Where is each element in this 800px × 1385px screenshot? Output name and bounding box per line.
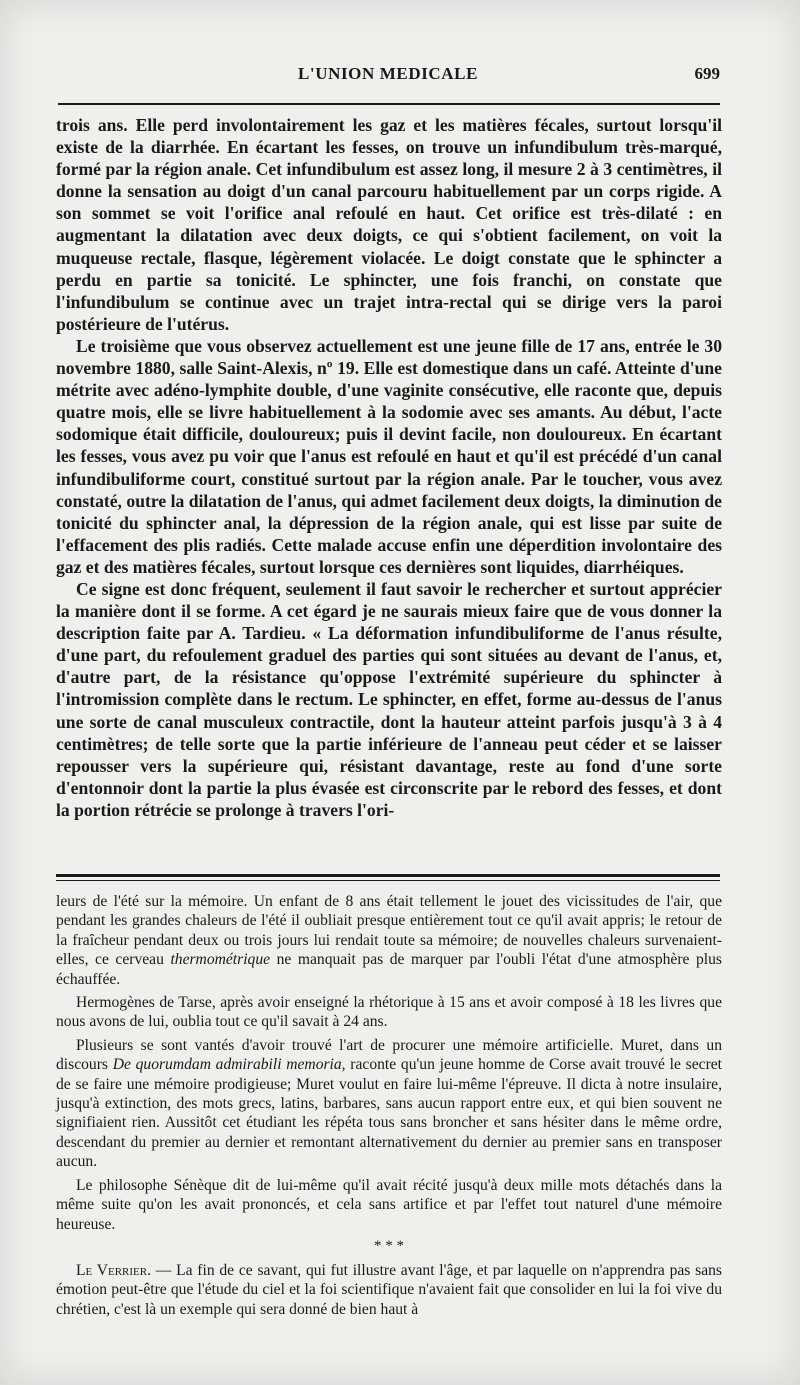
note-5-name: Le Verrier.: [76, 1261, 151, 1279]
note-2: Hermogènes de Tarse, après avoir enseigné la rhétorique à 15 ans et avoir composé à 18 les livres que nous avons de lui, oublia tout ce qu'il savait à 24 ans.: [56, 994, 722, 1031]
page-header: [56, 64, 720, 94]
note-1: [56, 892, 722, 989]
footnotes: [56, 892, 722, 1323]
note-4: Le philosophe Sénèque dit de lui-même qu'il avait récité jusqu'à deux mille mots détachés dans la même suite qu'on les avait prononcés, et cela sans artifice et par l'effet tout naturel d'une mémoire heureuse.: [56, 1176, 722, 1233]
note-5: [56, 1261, 722, 1319]
paragraph-1: trois ans. Elle perd involontairement les gaz et les matières fécales, surtout lorsqu'il existe de la diarrhée. En écartant les fesses, on trouve un infundibulum très-marqué, formé par la région anale. Cet infundibulum est assez long, il mesure 2 à 3 centimètres, il donne la sensation au doigt d'un canal parcouru habituellement par un corps rigide. A son sommet se voit l'orifice anal refoulé en haut. Cet orifice est très-dilaté : en augmentant la dilatation avec deux doigts, ce qui s'obtient facilement, on voit la muqueuse rectale, flasque, légèrement violacée. Le doigt constate que le sphincter a perdu en partie sa tonicité. Le sphincter, une fois franchi, on constate que l'infundibulum se continue avec un trajet intra-rectal qui se dirige vers la paroi postérieure de l'utérus.: [56, 115, 722, 334]
page-number: 699: [694, 64, 720, 83]
footnote-separator: [56, 874, 720, 881]
note-1-emphasis: thermométrique: [170, 951, 271, 969]
paragraph-3: Ce signe est donc fréquent, seulement il faut savoir le rechercher et surtout apprécier la manière dont il se forme. A cet égard je ne saurais mieux faire que de vous donner la description faite par A. Tardieu. « La déformation infundibuliforme de l'anus résulte, d'une part, du refoulement graduel des parties qui sont situées au devant de l'anus, et, d'autre part, de la résistance qu'oppose l'extrémité supérieure du sphincter à l'intromission complète dans le rectum. Le sphincter, en effet, forme au-dessus de l'anus une sorte de canal musculeux contractile, dont la hauteur atteint parfois jusqu'à 3 à 4 centimètres; de telle sorte que la partie inférieure de l'anneau peut céder et se laisser repousser vers la supérieure qui, résistant davantage, reste au fond d'une sorte d'entonnoir dont la partie la plus évasée est circonscrite par le rebord des fesses, et dont la portion rétrécie se prolonge à travers l'ori-: [56, 578, 722, 820]
note-5-text: — La fin de ce savant, qui fut illustre avant l'âge, et par laquelle on n'apprendra pas sans émotion peut-être que l'étude du ciel et la foi scientifique n'avaient fait que consolider en lui la foi vive du chrétien, c'est là un exemple qui sera donné de bien haut à: [56, 1261, 722, 1318]
note-3: [56, 1036, 722, 1172]
note-1-text-a: leurs de l'été sur la mémoire. Un enfant de 8 ans était tellement le jouet des vicissitudes de l'air, que pendant les grandes chaleurs de l'été il oubliait presque entièrement tout ce qu'il avait appris; le retour de la fraîcheur pendant deux ou trois jours lui rendait toute sa mémoire; de nouvelles chaleurs survenaient-elles, ce cerveau: [56, 893, 722, 969]
note-3-text-b: raconte qu'un jeune homme de Corse avait trouvé le secret de se faire une mémoire prodigieuse; Muret voulut en faire lui-même l'épreuve. Il dicta à notre insulaire, jusqu'à extinction, des mots grecs, latins, barbares, sans aucun rapport entre eux, et qui bien souvent ne signifiaient rien. Aussitôt cet étudiant les répéta tous sans broncher et sans hésiter dans le même ordre, descendant du premier au dernier et remontant alternativement du dernier au premier sans en transposer aucun.: [56, 1056, 723, 1171]
section-separator-stars: * * *: [374, 1237, 404, 1254]
note-3-emphasis: De quorumdam admirabili memoria,: [112, 1056, 346, 1074]
note-3-text-a: Plusieurs se sont vantés d'avoir trouvé l'art de procurer une mémoire artificielle. Muret, dans un discours: [56, 1036, 722, 1074]
paragraph-2: Le troisième que vous observez actuellement est une jeune fille de 17 ans, entrée le 30 novembre 1880, salle Saint-Alexis, nº 19. Elle est domestique dans un café. Atteinte d'une métrite avec adéno-lymphite double, d'une vaginite consécutive, elle raconte que, depuis quatre mois, elle se livre habituellement à la sodomie avec ses amants. Au début, l'acte sodomique était difficile, douloureux; puis il devint facile, non douloureux. En écartant les fesses, vous avez pu voir que l'anus est refoulé en haut et qu'il est précédé d'un canal infundibuliforme court, constitué surtout par la région anale. Par le toucher, vous avez constaté, outre la dilatation de l'anus, qui admet facilement deux doigts, la diminution de tonicité du sphincter anal, la dépression de la région anale, qui est lisse par suite de l'effacement des plis radiés. Cette malade accuse enfin une déperdition involontaire des gaz et des matières fécales, surtout lorsque ces dernières sont liquides, diarrhéiques.: [56, 335, 722, 577]
note-1-text-b: ne manquait pas de marquer par l'oubli l'état d'une atmosphère plus échauffée.: [56, 951, 723, 988]
header-rule: [58, 103, 720, 105]
running-title: L'UNION MEDICALE: [297, 64, 479, 83]
main-text: [56, 114, 722, 821]
